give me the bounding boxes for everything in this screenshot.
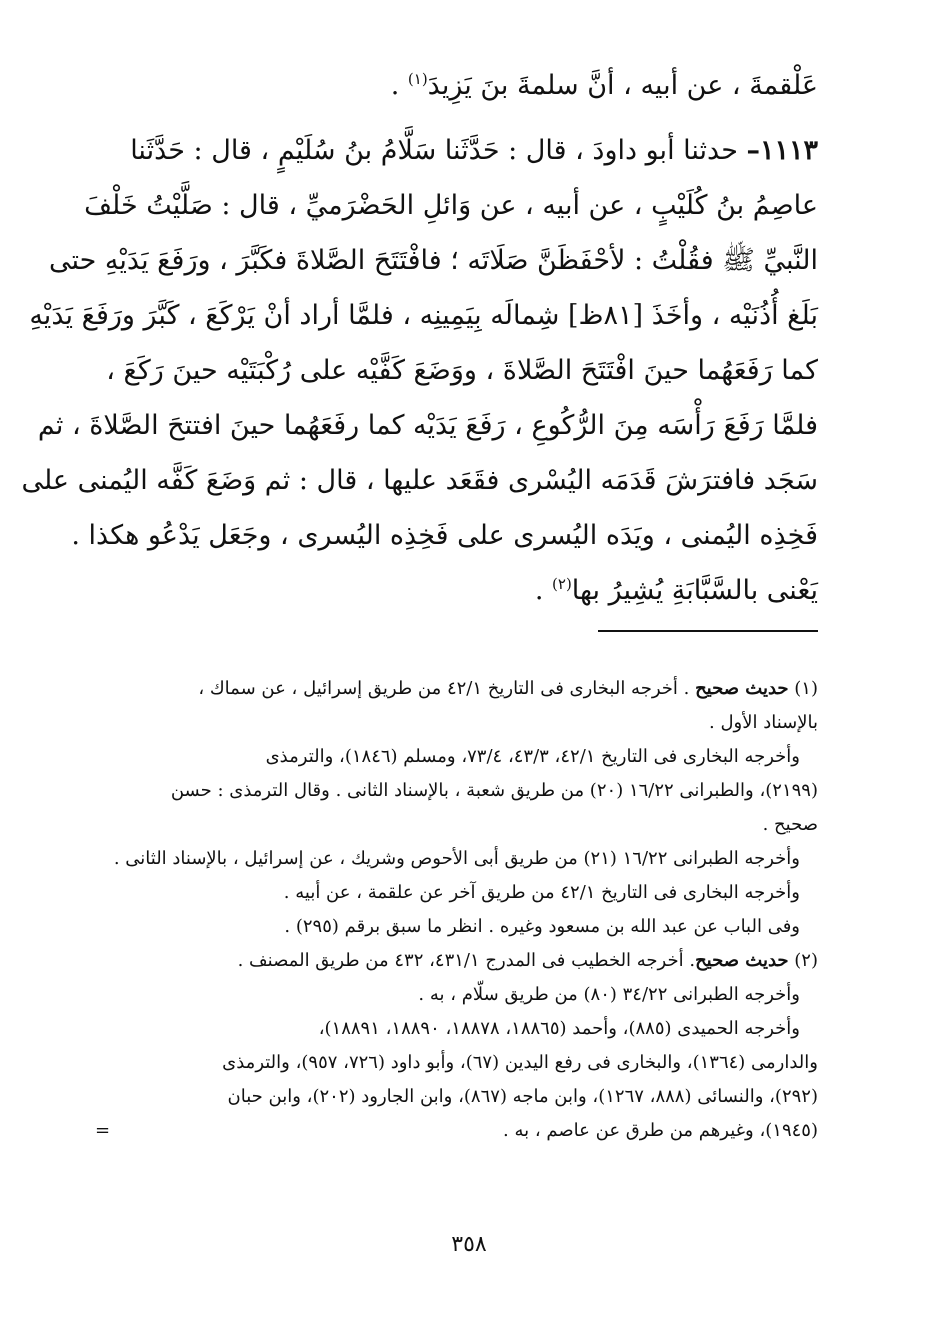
main-line-6: كما رَفَعَهُما حينَ افْتَتَحَ الصَّلاةَ ، ووَضَعَ كَفَّيْه على رُكْبَتَيْه حينَ رَكَعَ ، [106, 355, 818, 386]
footnote-separator [598, 630, 818, 632]
main-line-1-text: عَلْقمةَ ، عن أبيه ، أنَّ سلمةَ بنَ يَزِيدَ [427, 70, 818, 101]
footnote-2-line-5: (٢٩٢)، والنسائى (٨٨٨، ١٢٦٧)، وابن ماجه (٨٦٧)، وابن الجارود (٢٠٢)، وابن حبان [227, 1086, 818, 1107]
main-line-2-text: حدثنا أبو داودَ ، قال : حَدَّثَنا سَلَّامُ بنُ سُلَيْمٍ ، قال : حَدَّثَنا [130, 135, 747, 166]
main-line-1-end: . [390, 70, 408, 101]
footnote-2-grade: حديث صحيح [695, 950, 789, 971]
footnotes [95, 672, 818, 1148]
footnote-ref-2: (٢) [552, 575, 572, 593]
footnote-1-line-8: وفى الباب عن عبد الله بن مسعود وغيره . انظر ما سبق برقم (٢٩٥) . [284, 916, 800, 937]
footnote-2-line-2: وأخرجه الطبرانى ٣٤/٢٢ (٨٠) من طريق سلّام ، به . [418, 984, 800, 1005]
main-line-5: بَلَغ أُذُنَيْه ، وأخَذَ [٨١ظ] شِمالَه بِيَمِينِه ، فلمَّا أراد أنْ يَرْكَعَ ، كَبَّرَ ورَفَعَ يَدَيْهِ [29, 300, 818, 331]
footnote-1-line-2: بالإسناد الأول . [709, 712, 818, 733]
footnote-2-line-1 [95, 944, 818, 978]
footnote-1-grade: حديث صحيح [695, 678, 789, 699]
main-line-10 [95, 563, 818, 618]
hadith-number: ١١١٣– [746, 135, 818, 166]
footnote-1-label: (١) [788, 678, 818, 699]
page-number: ٣٥٨ [451, 1232, 487, 1257]
footnote-1-line-3: وأخرجه البخارى فى التاريخ ٤٢/١، ٤٣/٣، ٧٣/٤، ومسلم (١٨٤٦)، والترمذى [265, 746, 800, 767]
footnote-ref-1: (١) [407, 70, 428, 88]
footnote-2-label: (٢) [788, 950, 818, 971]
main-line-10-end: . [534, 575, 553, 606]
footnote-2-line-3: وأخرجه الحميدى (٨٨٥)، وأحمد (١٨٨٦٥، ١٨٨٧٨، ١٨٨٩٠، ١٨٨٩١)، [318, 1018, 800, 1039]
main-line-9: فَخِذِه اليُمنى ، ويَدَه اليُسرى على فَخِذِه اليُسرى ، وجَعَل يَدْعُو هكذا . [71, 520, 818, 551]
main-line-10-text: يَعْنى بالسَّبَّابَةِ يُشِيرُ بها [571, 575, 818, 606]
footnote-1-line-1 [95, 672, 818, 706]
main-line-1 [95, 58, 818, 113]
main-line-2 [95, 123, 818, 178]
footnote-1-line-6: وأخرجه الطبرانى ١٦/٢٢ (٢١) من طريق أبى الأحوص وشريك ، عن إسرائيل ، بالإسناد الثانى . [113, 848, 800, 869]
footnote-2-text: . أخرجه الخطيب فى المدرج ٤٣١/١، ٤٣٢ من طريق المصنف . [237, 950, 696, 971]
footnote-2-line-4: والدارمى (١٣٦٤)، والبخارى فى رفع اليدين (٦٧)، وأبو داود (٧٢٦، ٩٥٧)، والترمذى [222, 1052, 818, 1073]
main-line-7: فلمَّا رَفَعَ رَأْسَه مِنَ الرُّكُوعِ ، رَفَعَ يَدَيْه كما رفَعَهُما حينَ افتتحَ الصَّلاةَ ، ثم [37, 410, 818, 441]
footnote-1-line-7: وأخرجه البخارى فى التاريخ ٤٢/١ من طريق آخر عن علقمة ، عن أبيه . [283, 882, 800, 903]
footnote-1-line-5: صحيح . [762, 814, 818, 835]
footnote-2-line-6 [95, 1114, 818, 1148]
footnote-2-line-6-text: (١٩٤٥)، وغيرهم من طرق عن عاصم ، به . [503, 1120, 818, 1141]
main-line-4: النَّبيِّ ﷺ فقُلْتُ : لأحْفَظَنَّ صَلَاتَه ؛ فافْتَتَحَ الصَّلاةَ فكَبَّرَ ، ورَفَعَ يَدَيْهِ حتى [49, 245, 818, 276]
continuation-mark: = [95, 1120, 111, 1141]
footnote-1-line-4: (٢١٩٩)، والطبرانى ١٦/٢٢ (٢٠) من طريق شعبة ، بالإسناد الثانى . وقال الترمذى : حسن [170, 780, 818, 801]
main-line-3: عاصِمُ بنُ كُلَيْبٍ ، عن أبيه ، عن وَائلِ الحَضْرَميِّ ، قال : صَلَّيْتُ خَلْفَ [84, 190, 818, 221]
main-text [21, 58, 818, 618]
footnote-1-text: . أخرجه البخارى فى التاريخ ٤٢/١ من طريق إسرائيل ، عن سماك ، [198, 678, 696, 699]
main-line-8: سَجَد فافترَشَ قَدَمَه اليُسْرى فقَعَد عليها ، قال : ثم وَضَعَ كَفَّه اليُمنى على [21, 465, 818, 496]
